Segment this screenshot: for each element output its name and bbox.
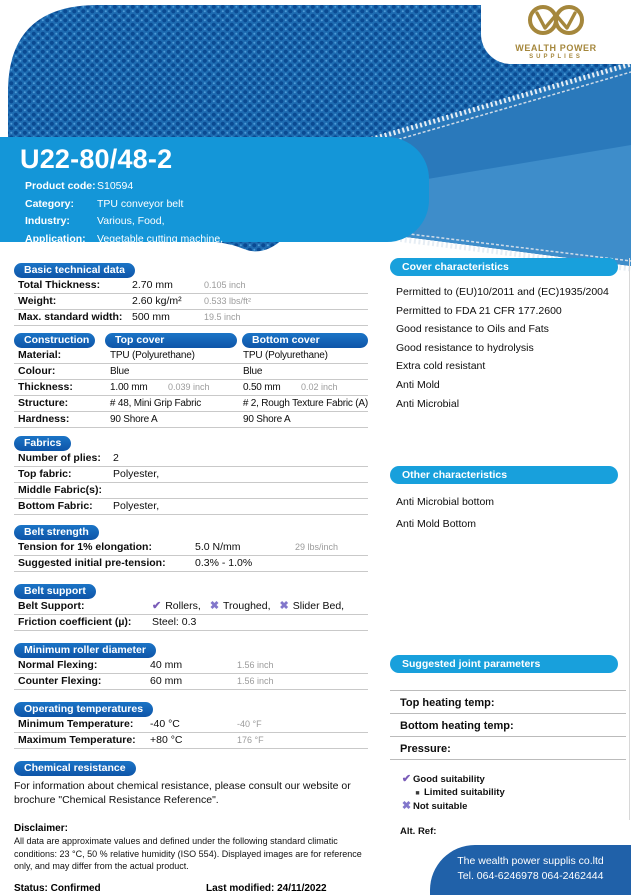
joint-row-bottom-heating: Bottom heating temp:	[390, 714, 626, 737]
list-item: Anti Microbial	[396, 397, 460, 410]
disclaimer	[14, 822, 368, 873]
row-label: Max. standard width:	[18, 311, 123, 323]
table-row	[14, 412, 368, 428]
row-label: Normal Flexing:	[18, 659, 98, 671]
section-header-cover-characteristics: Cover characteristics	[390, 258, 618, 276]
joint-parameters	[390, 690, 626, 760]
row-value: 2	[113, 452, 119, 464]
row-label: Number of plies:	[18, 452, 101, 464]
row-label: Material:	[18, 349, 62, 361]
field-label: Industry:	[25, 215, 70, 227]
section-header: Belt strength	[14, 525, 99, 540]
support-option-troughed	[210, 599, 271, 614]
section-fabrics	[0, 433, 368, 515]
imperial-value: 1.56 inch	[237, 676, 274, 686]
table-row	[14, 278, 368, 294]
row-label: Maximum Temperature:	[18, 734, 136, 746]
joint-row-pressure: Pressure:	[390, 737, 626, 760]
row-label: Friction coefficient (µ):	[18, 616, 132, 628]
row-label: Thickness:	[18, 381, 73, 393]
bottom-cover-value: Blue	[243, 366, 263, 377]
cover-characteristics-list	[396, 283, 626, 413]
list-item: Anti Mold Bottom	[396, 518, 476, 531]
row-value: 60 mm	[150, 675, 183, 687]
row-value: 40 mm	[150, 659, 183, 671]
table-row	[14, 658, 368, 674]
legend-label: Limited suitability	[424, 786, 505, 798]
table-row	[14, 733, 368, 749]
support-option-rollers	[152, 599, 201, 614]
disclaimer-text: All data are approximate values and defined under the following standard climatic conditions: 23 °C, 50 % relative humidity (ISO 554). Displayed images are for reference only, and may differ from the actual product.	[14, 836, 362, 871]
imperial-value: 0.105 inch	[204, 280, 246, 290]
field-value: S10594	[97, 180, 134, 192]
table-row	[14, 364, 368, 380]
row-value: 5.0 N/mm	[195, 541, 241, 553]
section-header-other-characteristics: Other characteristics	[390, 466, 618, 484]
list-item: Good resistance to Oils and Fats	[396, 323, 549, 336]
check-icon: ✔	[152, 600, 162, 612]
metric-value: 500 mm	[132, 311, 170, 323]
section-header: Operating temperatures	[14, 702, 153, 717]
metric-value: 2.60 kg/m²	[132, 295, 182, 307]
suitability-legend	[400, 773, 626, 813]
field-label: Product code:	[25, 180, 96, 192]
row-label: Top fabric:	[18, 468, 72, 480]
column-divider	[629, 258, 630, 820]
row-label: Total Thickness:	[18, 279, 101, 291]
category-row	[25, 196, 429, 214]
product-code-row	[25, 178, 429, 196]
row-label: Weight:	[18, 295, 57, 307]
logo-subtitle: SUPPLIES	[529, 54, 583, 60]
legend-label: Good suitability	[413, 774, 485, 786]
table-row	[14, 717, 368, 733]
field-label: Category:	[25, 197, 75, 210]
row-label: Hardness:	[18, 413, 70, 425]
status-bar	[14, 883, 368, 894]
section-header: Construction	[14, 333, 95, 348]
imperial-value: 29 lbs/inch	[295, 542, 339, 552]
top-cover-value: 1.00 mm	[110, 382, 148, 393]
table-row	[14, 396, 368, 412]
imperial-value: 19.5 inch	[204, 312, 241, 322]
section-belt-support	[0, 581, 368, 631]
top-cover-value: Blue	[110, 366, 130, 377]
field-value: Various, Food,	[97, 215, 165, 227]
list-item: Anti Mold	[396, 378, 440, 391]
disclaimer-title: Disclaimer:	[14, 823, 68, 834]
section-basic	[0, 260, 368, 326]
bottom-cover-value: 0.50 mm	[243, 382, 281, 393]
field-label: Application:	[25, 232, 86, 245]
row-value: -40 °C	[150, 718, 180, 730]
product-title: U22-80/48-2	[20, 144, 173, 174]
list-item: Permitted to (EU)10/2011 and (EC)1935/2004	[396, 286, 609, 298]
wealth-power-rings-icon	[512, 2, 600, 38]
row-value: Polyester,	[113, 468, 160, 480]
footer	[430, 845, 631, 895]
imperial-value: 176 °F	[237, 735, 264, 745]
top-cover-value: 90 Shore A	[110, 414, 158, 425]
legend-label: Not suitable	[413, 800, 468, 812]
table-row	[14, 294, 368, 310]
table-row	[14, 467, 368, 483]
row-value: Polyester,	[113, 500, 160, 512]
list-item: Extra cold resistant	[396, 360, 486, 373]
legend-limited	[411, 787, 626, 800]
cross-icon: ✖	[279, 600, 289, 612]
company-logo	[481, 0, 631, 64]
column-header-top-cover: Top cover	[105, 333, 237, 348]
row-label: Bottom Fabric:	[18, 500, 93, 512]
product-header	[0, 137, 429, 245]
table-row	[14, 615, 368, 631]
top-cover-value: TPU (Polyurethane)	[110, 350, 195, 361]
product-fields	[25, 178, 429, 248]
imperial-value: 0.533 lbs/ft²	[204, 296, 252, 306]
company-phone: Tel. 064-6246978 064-2462444	[457, 870, 604, 882]
status-value: Status: Confirmed	[14, 882, 101, 894]
section-header-joint-parameters: Suggested joint parameters	[390, 655, 618, 673]
other-characteristics-list	[396, 491, 626, 535]
joint-row-top-heating: Top heating temp:	[390, 691, 626, 714]
row-value: +80 °C	[150, 734, 183, 746]
table-row	[14, 499, 368, 515]
row-label: Structure:	[18, 397, 69, 409]
list-item: Good resistance to hydrolysis	[396, 341, 534, 354]
list-item: Permitted to FDA 21 CFR 177.2600	[396, 304, 562, 317]
row-label: Colour:	[18, 365, 56, 377]
section-header: Belt support	[14, 584, 96, 599]
row-label: Counter Flexing:	[18, 675, 102, 687]
bottom-cover-value: 90 Shore A	[243, 414, 291, 425]
top-cover-value: # 48, Mini Grip Fabric	[109, 398, 202, 409]
section-header: Basic technical data	[14, 263, 135, 278]
table-row	[14, 556, 368, 572]
table-row	[14, 451, 368, 467]
section-construction	[0, 333, 368, 428]
bottom-cover-value: TPU (Polyurethane)	[243, 350, 328, 361]
row-value: Steel: 0.3	[152, 616, 197, 628]
section-operating-temperatures	[0, 699, 368, 749]
field-value: TPU conveyor belt	[97, 197, 184, 210]
table-row	[14, 599, 368, 615]
legend-not-suitable	[400, 800, 626, 813]
section-header: Fabrics	[14, 436, 71, 451]
bottom-cover-value: # 2, Rough Texture Fabric (A)	[242, 398, 368, 409]
square-icon: ■	[415, 789, 420, 797]
application-row	[25, 231, 429, 249]
table-row	[14, 540, 368, 556]
metric-value: 2.70 mm	[132, 279, 173, 291]
section-chemical-resistance	[0, 758, 368, 807]
table-row	[14, 380, 368, 396]
bottom-cover-imperial: 0.02 inch	[301, 382, 338, 392]
row-value: 0.3% - 1.0%	[195, 557, 253, 569]
cross-icon: ✖	[401, 799, 412, 812]
row-label: Minimum Temperature:	[18, 718, 134, 730]
company-name: The wealth power supplis co.ltd	[457, 855, 604, 867]
cross-icon: ✖	[209, 600, 220, 612]
support-option-slider-bed	[280, 599, 345, 614]
alt-ref-label: Alt. Ref:	[400, 826, 437, 838]
section-belt-strength	[0, 522, 368, 572]
right-column	[390, 258, 626, 837]
last-modified: Last modified: 24/11/2022	[206, 882, 327, 894]
legend-good	[400, 773, 626, 786]
table-row	[14, 310, 368, 326]
section-header: Chemical resistance	[14, 761, 136, 776]
logo-name: WEALTH POWER	[515, 43, 597, 53]
row-label: Middle Fabric(s):	[18, 484, 103, 496]
imperial-value: -40 °F	[237, 719, 262, 729]
row-label: Belt Support:	[18, 600, 85, 612]
list-item: Anti Microbial bottom	[396, 496, 495, 509]
support-option-label: Troughed,	[223, 600, 271, 612]
top-cover-imperial: 0.039 inch	[168, 382, 210, 392]
table-row	[14, 483, 368, 499]
row-label: Suggested initial pre-tension:	[18, 557, 166, 569]
table-row	[14, 674, 368, 690]
field-value: Vegetable cutting machine,	[97, 232, 224, 245]
column-header-bottom-cover: Bottom cover	[242, 333, 368, 348]
chemical-resistance-text: For information about chemical resistance, please consult our website or brochure "Chemical Resistance Reference".	[14, 780, 351, 806]
support-option-label: Rollers,	[165, 600, 201, 612]
support-option-label: Slider Bed,	[292, 600, 345, 612]
check-icon: ✔	[401, 773, 412, 786]
left-column	[0, 258, 368, 894]
section-header: Minimum roller diameter	[14, 643, 156, 658]
industry-row	[25, 213, 429, 231]
row-label: Tension for 1% elongation:	[18, 541, 152, 553]
table-row	[14, 348, 368, 364]
section-roller-diameter	[0, 640, 368, 690]
imperial-value: 1.56 inch	[237, 660, 274, 670]
